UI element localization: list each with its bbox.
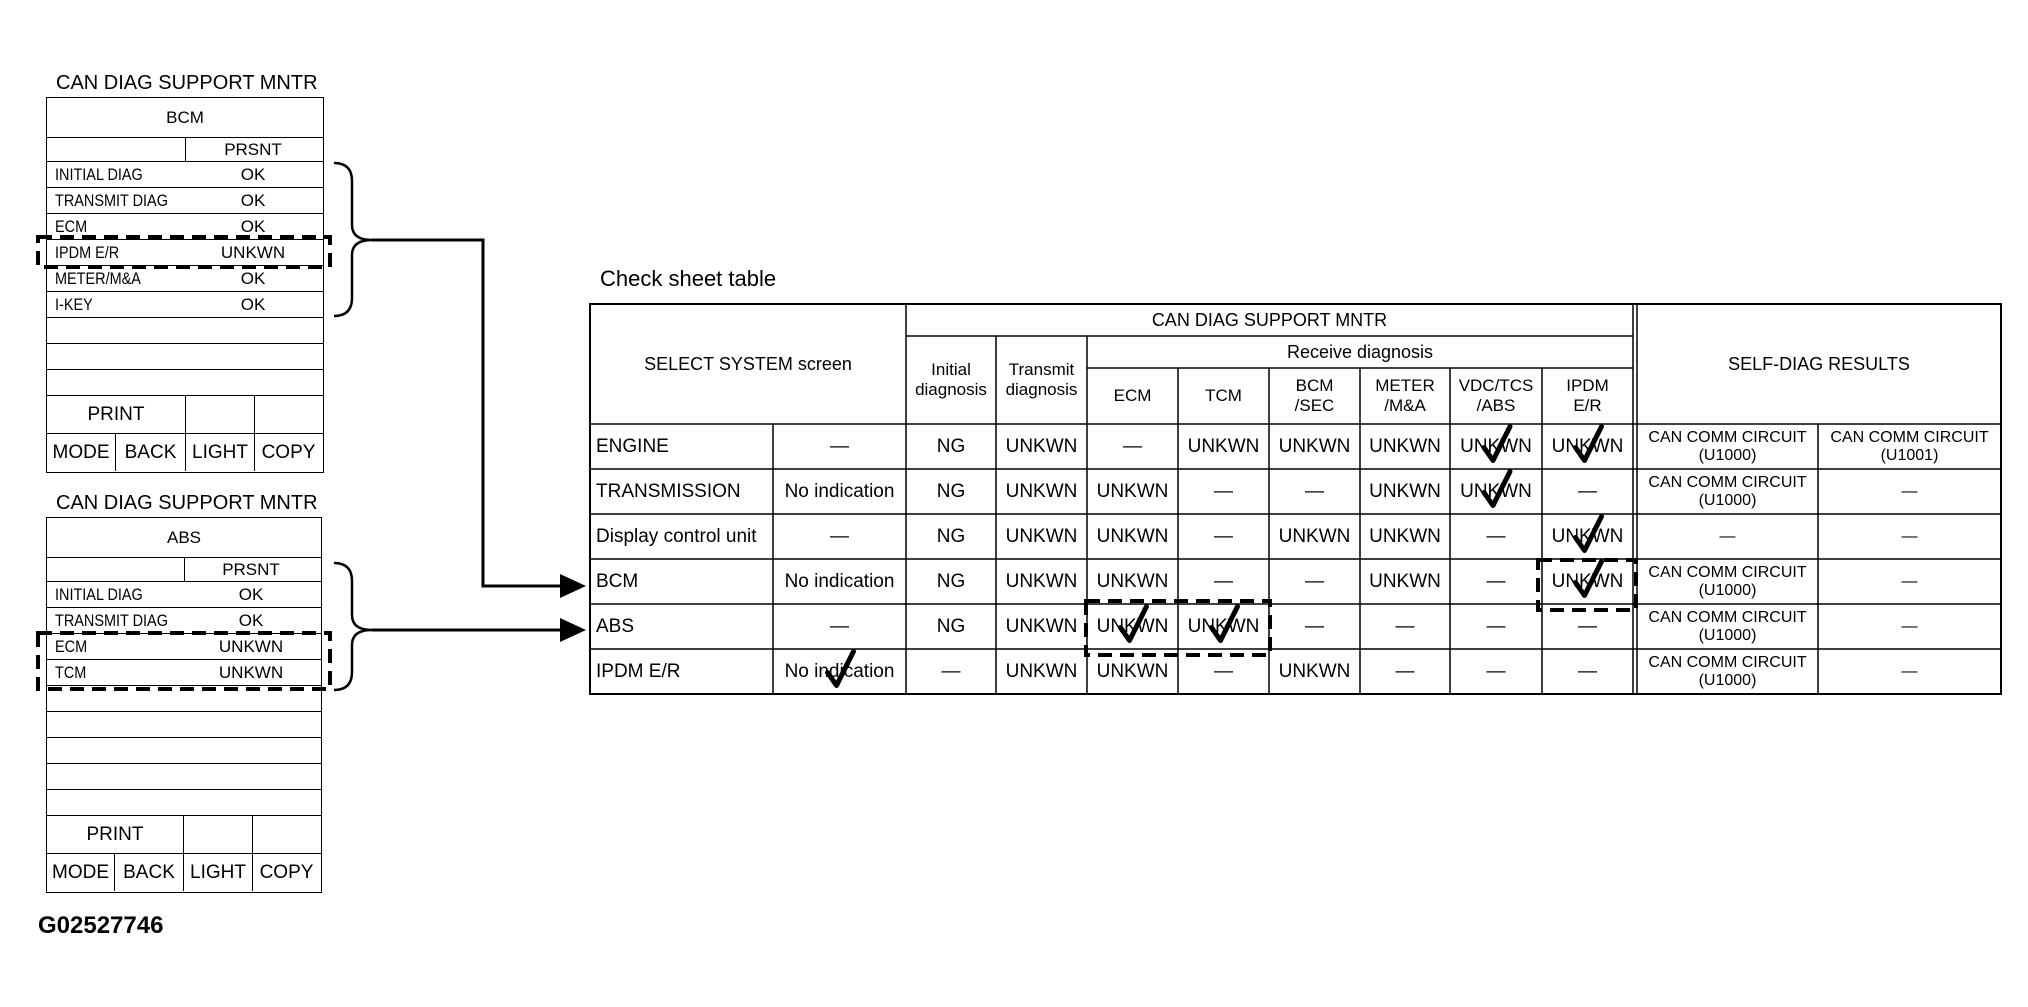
row-cell-meter: —	[1395, 660, 1415, 682]
abs-row-value: OK	[238, 584, 264, 604]
row-cell-transmit: UNKWN	[1005, 435, 1078, 457]
row-cell-initial: —	[941, 660, 961, 682]
abs-system-name: ABS	[166, 527, 202, 547]
abs-column-header: PRSNT	[222, 559, 280, 579]
row-cell-bcm: UNKWN	[1278, 660, 1351, 682]
row-self-diag-2: —	[1901, 662, 1918, 680]
row-cell-tcm: UNKWN	[1187, 615, 1260, 637]
row-cell-meter: UNKWN	[1369, 570, 1441, 592]
row-self-diag-1: CAN COMM CIRCUIT (U1000)	[1648, 608, 1807, 644]
row-cell-bcm: UNKWN	[1278, 525, 1351, 547]
row-self-diag-2: CAN COMM CIRCUIT (U1001)	[1830, 428, 1989, 464]
row-self-diag-2: —	[1901, 482, 1918, 500]
row-cell-ecm: UNKWN	[1096, 525, 1169, 547]
row-cell-bcm: —	[1305, 570, 1324, 592]
row-cell-vdc: UNKWN	[1460, 480, 1532, 502]
row-cell-vdc: UNKWN	[1460, 435, 1532, 457]
bcm-back-button[interactable]: BACK	[116, 434, 186, 471]
bcm-system-name: BCM	[166, 107, 204, 127]
row-cell-transmit: UNKWN	[1005, 525, 1078, 547]
header-col-ecm: ECM	[1113, 386, 1152, 406]
header-col-ipdm-e-r: IPDM E/R	[1566, 376, 1609, 415]
row-self-diag-1: CAN COMM CIRCUIT (U1000)	[1648, 653, 1807, 689]
row-cell-initial: NG	[936, 435, 966, 457]
row-cell-ipdm: UNKWN	[1551, 570, 1624, 592]
abs-light-button[interactable]: LIGHT	[184, 854, 253, 891]
row-cell-initial: NG	[936, 525, 966, 547]
header-col-tcm: TCM	[1205, 386, 1242, 406]
row-cell-initial: NG	[936, 570, 966, 592]
bcm-copy-button[interactable]: COPY	[261, 441, 316, 463]
header-col-meter-m-a: METER /M&A	[1375, 376, 1435, 415]
row-cell-initial: NG	[936, 615, 966, 637]
abs-print-button[interactable]: PRINT	[47, 816, 184, 853]
bcm-screen-caption: CAN DIAG SUPPORT MNTR	[56, 72, 318, 94]
bcm-bracket	[334, 163, 372, 316]
header-col-vdc-tcs-abs: VDC/TCS /ABS	[1458, 376, 1534, 415]
header-self-diag: SELF-DIAG RESULTS	[1728, 353, 1910, 374]
bcm-row-label: IPDM E/R	[55, 242, 120, 262]
bcm-row-label: METER/M&A	[55, 268, 141, 288]
header-transmit-diagnosis: Transmit diagnosis	[1005, 360, 1078, 399]
row-self-diag-2: —	[1901, 617, 1918, 635]
abs-back-button[interactable]: BACK	[115, 854, 184, 891]
row-cell-ipdm: UNKWN	[1551, 435, 1624, 457]
row-self-diag-1: —	[1719, 527, 1736, 545]
header-can-diag: CAN DIAG SUPPORT MNTR	[1151, 309, 1388, 330]
row-cell-transmit: UNKWN	[1005, 660, 1078, 682]
row-cell-transmit: UNKWN	[1005, 480, 1078, 502]
row-select-system: —	[830, 525, 849, 547]
checkmark-icon	[1576, 517, 1602, 551]
row-cell-tcm: —	[1214, 570, 1233, 592]
row-cell-bcm: —	[1305, 615, 1324, 637]
row-cell-tcm: UNKWN	[1187, 435, 1260, 457]
abs-bracket	[334, 563, 372, 690]
checkmark-icon	[1212, 607, 1238, 641]
row-system-name: TRANSMISSION	[596, 480, 741, 502]
abs-row-label: TCM	[55, 662, 87, 682]
row-cell-ipdm: —	[1578, 615, 1597, 637]
row-cell-meter: —	[1395, 615, 1415, 637]
row-cell-ipdm: UNKWN	[1551, 525, 1624, 547]
row-self-diag-2: —	[1901, 572, 1918, 590]
bcm-row-label: TRANSMIT DIAG	[55, 190, 168, 210]
row-cell-initial: NG	[936, 480, 966, 502]
bcm-row-value: OK	[240, 268, 266, 288]
checkmark-icon	[1484, 472, 1510, 506]
row-cell-ecm: —	[1123, 435, 1142, 457]
row-system-name: IPDM E/R	[596, 660, 681, 682]
abs-copy-button[interactable]: COPY	[259, 861, 314, 883]
bcm-row-label: ECM	[55, 216, 88, 236]
row-system-name: ABS	[596, 615, 635, 637]
bcm-light-button[interactable]: LIGHT	[186, 434, 255, 471]
bcm-row-label: I-KEY	[55, 294, 93, 314]
bcm-row-value: OK	[240, 294, 266, 314]
row-cell-ecm: UNKWN	[1096, 570, 1169, 592]
row-cell-vdc: —	[1486, 525, 1506, 547]
row-cell-transmit: UNKWN	[1005, 570, 1078, 592]
row-cell-vdc: —	[1486, 615, 1506, 637]
row-self-diag-1: CAN COMM CIRCUIT (U1000)	[1648, 473, 1807, 509]
row-select-system: No indication	[784, 480, 895, 502]
row-select-system: —	[830, 435, 849, 457]
abs-mode-button[interactable]: MODE	[47, 854, 115, 891]
checkmark-icon	[828, 652, 854, 686]
abs-arrow-head	[560, 618, 586, 642]
header-col-bcm-sec: BCM /SEC	[1294, 376, 1335, 415]
row-cell-bcm: —	[1305, 480, 1324, 502]
row-cell-meter: UNKWN	[1369, 435, 1441, 457]
row-select-system: No indication	[784, 570, 895, 592]
bcm-column-header: PRSNT	[224, 139, 282, 159]
abs-row-value: UNKWN	[218, 662, 284, 682]
header-receive-diagnosis: Receive diagnosis	[1286, 341, 1434, 362]
row-cell-transmit: UNKWN	[1005, 615, 1078, 637]
bcm-row-value: UNKWN	[220, 242, 286, 262]
abs-row-label: ECM	[55, 636, 88, 656]
header-select-system: SELECT SYSTEM screen	[644, 353, 852, 374]
checkmark-icon	[1484, 427, 1510, 461]
bcm-mode-button[interactable]: MODE	[47, 434, 116, 471]
bcm-ipdm-highlight	[38, 237, 330, 267]
row-cell-tcm: —	[1214, 525, 1233, 547]
row-cell-bcm: UNKWN	[1278, 435, 1351, 457]
abs-row-value: OK	[238, 610, 264, 630]
abs-row-value: UNKWN	[218, 636, 284, 656]
checkmark-icon	[1576, 427, 1602, 461]
table-frame	[590, 304, 2001, 694]
bcm-arrow-line	[372, 240, 562, 586]
bcm-print-button[interactable]: PRINT	[47, 396, 186, 433]
abs-screen-caption: CAN DIAG SUPPORT MNTR	[56, 492, 318, 514]
row-self-diag-2: —	[1901, 527, 1918, 545]
row-cell-tcm: —	[1214, 480, 1233, 502]
abs-row-label: INITIAL DIAG	[55, 584, 143, 604]
bcm-row-label: INITIAL DIAG	[55, 164, 143, 184]
row-select-system: —	[830, 615, 849, 637]
row-cell-vdc: —	[1486, 570, 1506, 592]
row-cell-vdc: —	[1486, 660, 1506, 682]
row-system-name: BCM	[596, 570, 639, 592]
check-sheet-title: Check sheet table	[600, 266, 777, 291]
row-self-diag-1: CAN COMM CIRCUIT (U1000)	[1648, 428, 1807, 464]
row-system-name: Display control unit	[596, 525, 757, 547]
header-initial-diagnosis: Initial diagnosis	[915, 360, 987, 399]
figure-id: G02527746	[38, 912, 164, 939]
bcm-row-value: OK	[240, 216, 266, 236]
row-cell-ecm: UNKWN	[1096, 660, 1169, 682]
row-cell-ecm: UNKWN	[1096, 480, 1169, 502]
abs-row-label: TRANSMIT DIAG	[55, 610, 168, 630]
row-cell-meter: UNKWN	[1369, 480, 1441, 502]
row-cell-tcm: —	[1214, 660, 1233, 682]
row-self-diag-1: CAN COMM CIRCUIT (U1000)	[1648, 563, 1807, 599]
bcm-row-value: OK	[240, 190, 266, 210]
row-system-name: ENGINE	[596, 435, 669, 457]
bcm-arrow-head	[560, 574, 586, 598]
row-cell-ipdm: —	[1578, 660, 1597, 682]
row-cell-ecm: UNKWN	[1096, 615, 1169, 637]
row-select-system: No indication	[784, 660, 895, 682]
checkmark-icon	[1121, 607, 1147, 641]
bcm-row-value: OK	[240, 164, 266, 184]
abs-ecm-tcm-highlight	[38, 633, 330, 689]
row-cell-meter: UNKWN	[1369, 525, 1441, 547]
row-cell-ipdm: —	[1578, 480, 1597, 502]
checkmark-icon	[1576, 562, 1602, 596]
